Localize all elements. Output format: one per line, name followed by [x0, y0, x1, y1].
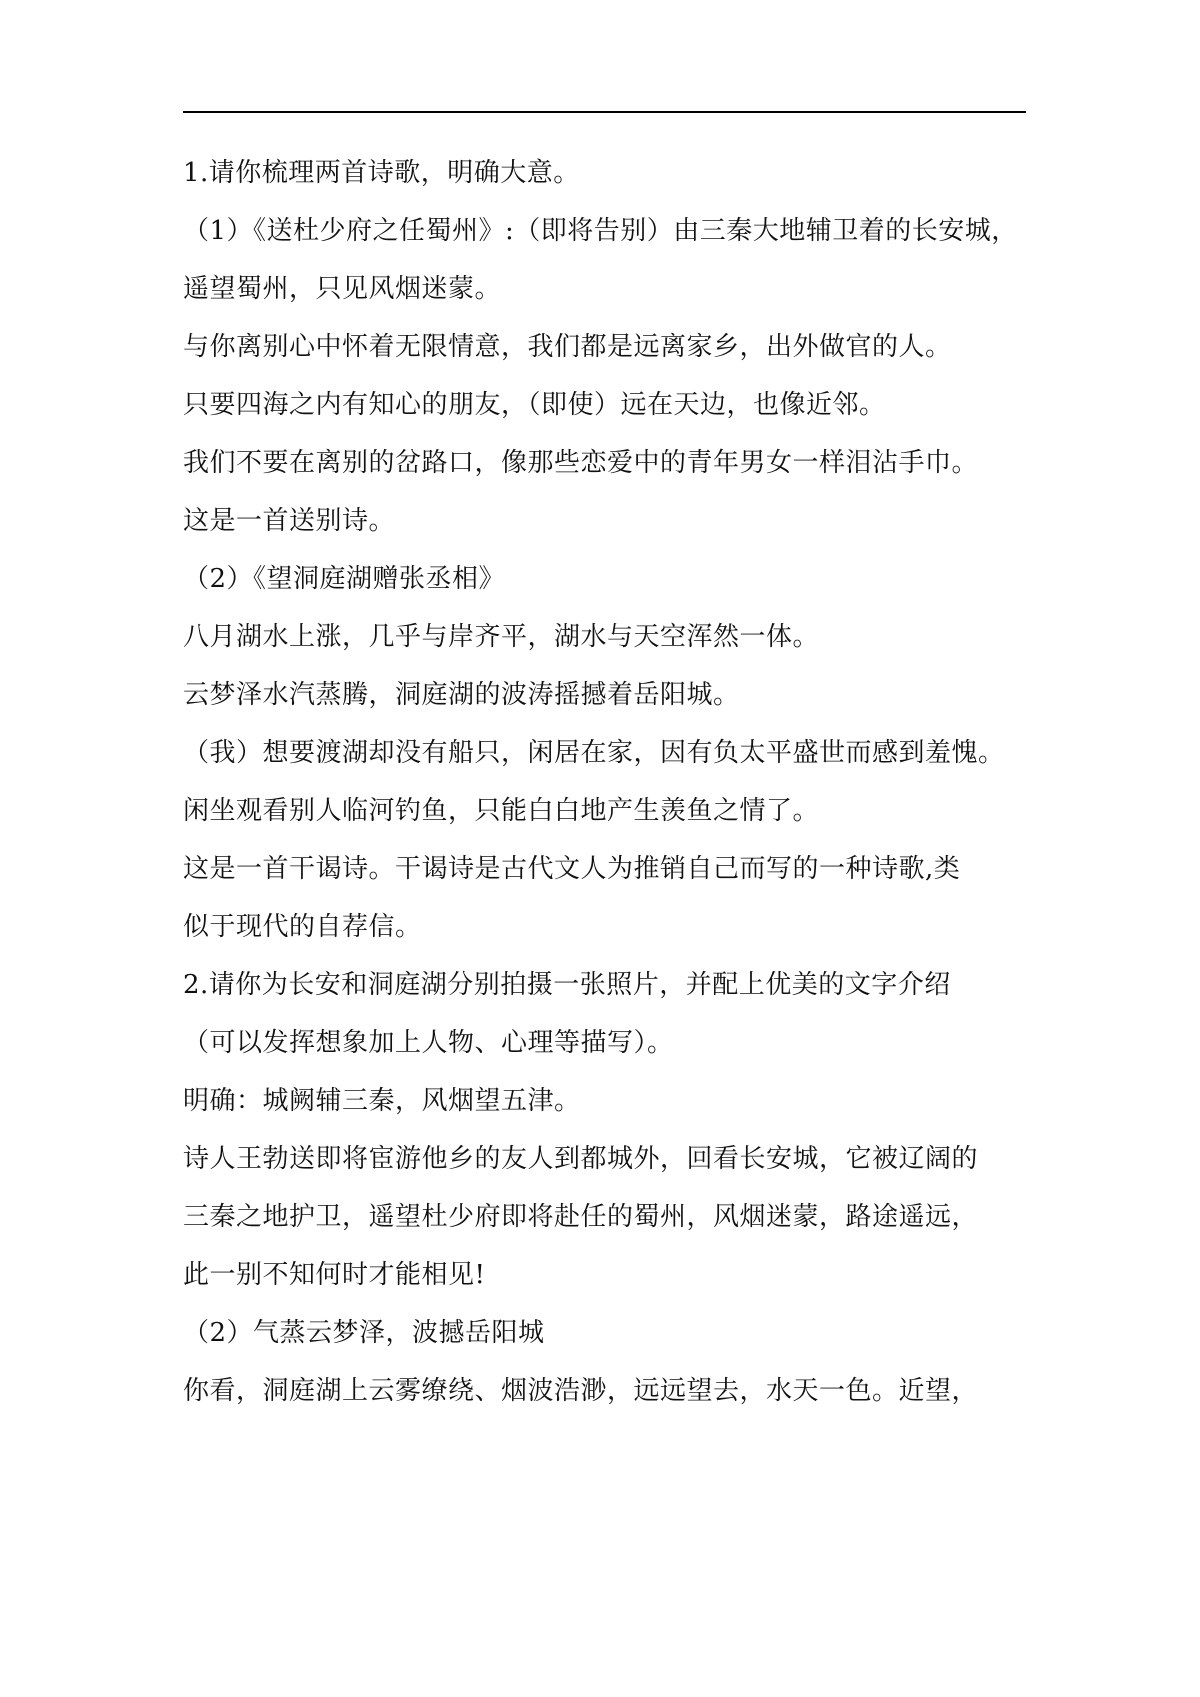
text-line: 此一别不知何时才能相见! [183, 1260, 486, 1290]
text-line: 只要四海之内有知心的朋友，（即使）远在天边，也像近邻。 [183, 390, 886, 420]
text-line: 闲坐观看别人临河钓鱼，只能白白地产生羡鱼之情了。 [183, 796, 820, 826]
text-line: 2.请你为长安和洞庭湖分别拍摄一张照片，并配上优美的文字介绍 [183, 970, 951, 1000]
text-line: 遥望蜀州，只见风烟迷蒙。 [183, 274, 502, 304]
text-line: 诗人王勃送即将宦游他乡的友人到都城外，回看长安城，它被辽阔的 [183, 1144, 979, 1174]
text-line: （2）《望洞庭湖赠张丞相》 [183, 564, 506, 594]
text-line: （可以发挥想象加上人物、心理等描写）。 [183, 1028, 674, 1058]
text-line: 三秦之地护卫，遥望杜少府即将赴任的蜀州，风烟迷蒙，路途遥远， [183, 1202, 979, 1232]
text-line: 这是一首干谒诗。干谒诗是古代文人为推销自己而写的一种诗歌,类 [183, 854, 961, 884]
text-line: （我）想要渡湖却没有船只，闲居在家，因有负太平盛世而感到羞愧。 [183, 738, 1005, 768]
text-line: 似于现代的自荐信。 [183, 912, 422, 942]
text-line: 八月湖水上涨，几乎与岸齐平，湖水与天空浑然一体。 [183, 622, 820, 652]
text-line: 1.请你梳理两首诗歌，明确大意。 [183, 158, 580, 188]
text-line: 你看，洞庭湖上云雾缭绕、烟波浩渺，远远望去，水天一色。近望， [183, 1376, 979, 1406]
header-divider [183, 111, 1026, 113]
text-line: 这是一首送别诗。 [183, 506, 396, 536]
text-line: 我们不要在离别的岔路口，像那些恋爱中的青年男女一样泪沾手巾。 [183, 448, 979, 478]
text-line: 云梦泽水汽蒸腾，洞庭湖的波涛摇撼着岳阳城。 [183, 680, 740, 710]
text-line: （1）《送杜少府之任蜀州》:（即将告别）由三秦大地辅卫着的长安城， [183, 216, 1018, 246]
text-line: （2）气蒸云梦泽，波撼岳阳城 [183, 1318, 545, 1348]
document-body [183, 144, 1031, 1420]
text-line: 与你离别心中怀着无限情意，我们都是远离家乡，出外做官的人。 [183, 332, 952, 362]
text-line: 明确：城阙辅三秦，风烟望五津。 [183, 1086, 581, 1116]
